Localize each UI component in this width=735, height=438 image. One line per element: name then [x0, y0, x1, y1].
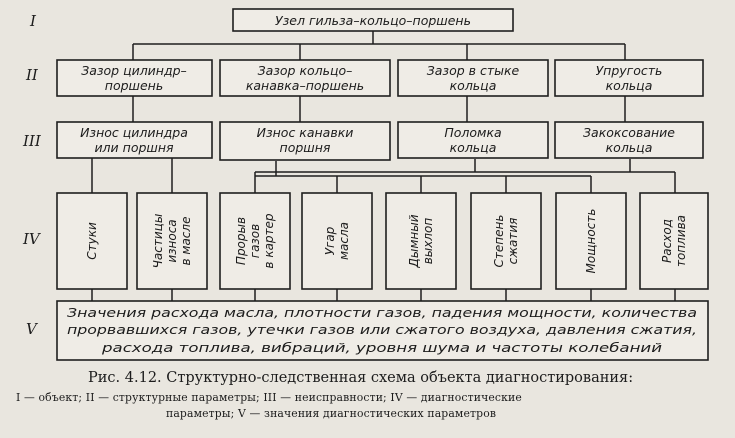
level-label-5: V: [26, 320, 37, 338]
node-parameter-values: [57, 301, 708, 360]
level4-label-2-line-0: Прорыв: [234, 216, 248, 266]
node-ring-coking: [555, 122, 703, 158]
level-label-3: III: [23, 132, 41, 150]
level4-label-4-line-1: выхлоп: [421, 217, 435, 265]
caption-title: Рис. 4.12. Структурно-следственная схема объекта диагностирования:: [88, 370, 634, 386]
node-ring-breakage: [398, 122, 548, 158]
level4-label-3-line-0: Угар: [323, 226, 337, 256]
caption-legend-line1: I — объект; II — структурные параметры; III — неисправности; IV — диагностические: [16, 391, 522, 404]
svg-text:прорвавшихся газов, утечки газ: прорвавшихся газов, утечки газов или сжатого воздуха, давления сжатия,: [67, 322, 697, 337]
level4-label-4-line-0: Дымный: [407, 214, 421, 268]
svg-text:расхода топлива, вибраций, уро: расхода топлива, вибраций, уровня шума и частоты колебаний: [100, 340, 663, 355]
svg-text:поршень: поршень: [104, 78, 164, 93]
svg-text:Упругость: Упругость: [595, 63, 663, 78]
svg-text:или поршня: или поршня: [94, 140, 174, 155]
level-label-1: I: [30, 12, 36, 30]
svg-text:кольца: кольца: [605, 78, 653, 93]
svg-text:Зазор в стыке: Зазор в стыке: [426, 63, 520, 78]
node-wear-cylinder-piston: [57, 122, 212, 158]
node-gap-cylinder-piston: [57, 60, 212, 96]
svg-text:Поломка: Поломка: [444, 125, 502, 140]
svg-text:Закоксование: Закоксование: [583, 125, 675, 140]
svg-text:Износ цилиндра: Износ цилиндра: [80, 125, 188, 140]
connectors-l3-l4: [92, 157, 675, 193]
svg-text:Зазор цилиндр–: Зазор цилиндр–: [81, 63, 187, 78]
svg-text:Значения расхода масла, плотно: Значения расхода масла, плотности газов, падения мощности, количества: [67, 305, 697, 320]
node-wear-groove: [220, 122, 390, 160]
level4-label-7-line-1: топлива: [674, 214, 688, 268]
caption-legend-line2: параметры; V — значения диагностических параметров: [166, 407, 497, 420]
level4-label-1-line-0: Частицы: [151, 213, 165, 269]
svg-text:кольца: кольца: [449, 78, 497, 93]
level-label-2: II: [26, 66, 38, 84]
node-gap-ring-groove: [220, 60, 390, 96]
svg-text:Зазор кольцо–: Зазор кольцо–: [257, 63, 353, 78]
level-label-4: IV: [23, 230, 40, 248]
connectors-l1-l2: [133, 31, 625, 60]
node-gap-ring-joint: [398, 60, 548, 96]
level4-label-2-line-1: газов: [248, 223, 262, 259]
svg-text:кольца: кольца: [605, 140, 653, 155]
node-object-text: Узел гильза–кольцо–поршень: [275, 13, 471, 28]
level4-label-1-line-2: в масле: [179, 216, 193, 266]
svg-text:кольца: кольца: [449, 140, 497, 155]
svg-text:канавка–поршень: канавка–поршень: [245, 78, 365, 93]
connectors-l4-l5: [92, 289, 675, 301]
node-ring-elasticity: [555, 60, 703, 96]
level4-label-5-line-0: Степень: [492, 214, 506, 268]
svg-text:поршня: поршня: [279, 140, 331, 155]
level4-label-1-line-1: износа: [165, 219, 179, 263]
node-object: [233, 9, 513, 31]
level4-label-0-line-0: Стуки: [85, 222, 99, 260]
level4-label-7-line-0: Расход: [660, 219, 674, 263]
level4-label-5-line-1: сжатия: [506, 217, 520, 265]
level4-label-2-line-2: в картер: [262, 213, 276, 269]
connectors-l2-l3: [133, 96, 625, 122]
svg-text:Износ канавки: Износ канавки: [256, 125, 354, 140]
level4-label-3-line-1: масла: [337, 221, 351, 261]
level4-label-6-line-0: Мощность: [584, 208, 598, 274]
